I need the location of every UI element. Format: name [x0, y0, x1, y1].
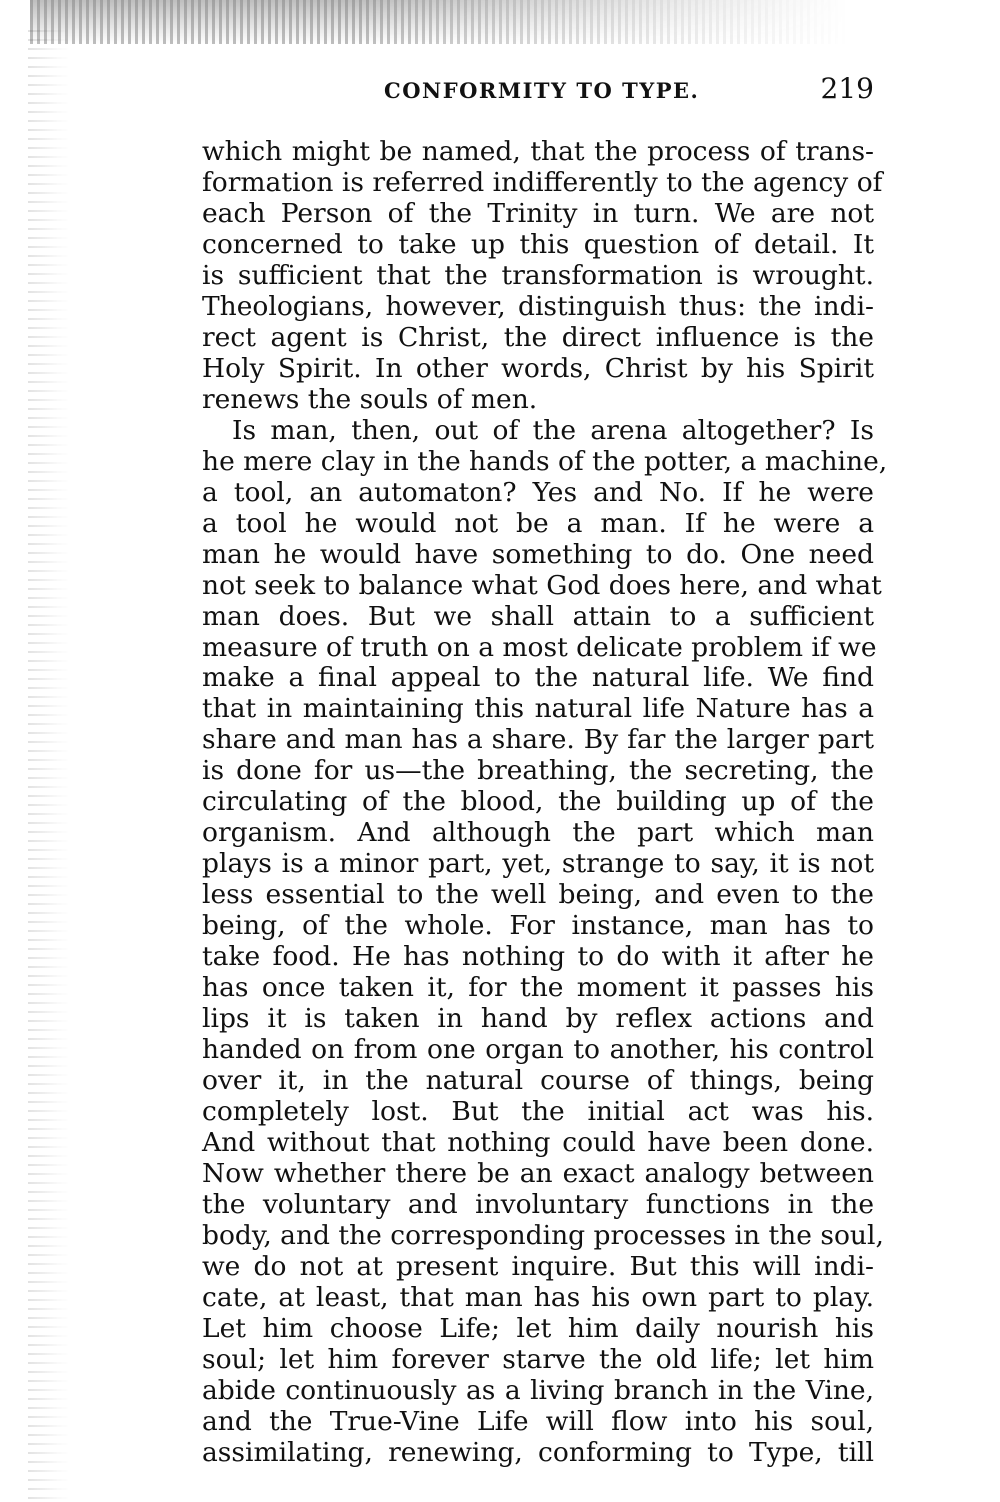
text-line: plays is a minor part, yet, strange to say, it is not [202, 848, 874, 880]
text-line: less essential to the well being, and even to the [202, 879, 874, 911]
text-line: is done for us—the breathing, the secreting, the [202, 755, 874, 787]
page-number: 219 [820, 72, 874, 105]
paragraph-end-line: renews the souls of men. [202, 383, 538, 415]
text-line: each Person of the Trinity in turn. We are not [202, 197, 874, 229]
text-line: man does. But we shall attain to a sufficient [202, 600, 874, 632]
text-line: cate, at least, that man has his own part to play. [202, 1281, 874, 1313]
text-line: and the True-Vine Life will flow into his soul, [202, 1405, 874, 1437]
text-line: which might be named, that the process of trans- [202, 136, 874, 167]
text-line: soul; let him forever starve the old life; let him [202, 1343, 874, 1375]
text-line: formation is referred indifferently to the agency of [202, 166, 883, 198]
text-line: rect agent is Christ, the direct influence is the [202, 321, 874, 353]
text-line: has once taken it, for the moment it passes his [202, 972, 874, 1004]
text-line: share and man has a share. By far the larger part [202, 724, 874, 756]
running-title: CONFORMITY TO TYPE. [384, 78, 700, 103]
text-line: Holy Spirit. In other words, Christ by his Spirit [202, 352, 874, 384]
text-line: make a final appeal to the natural life. We find [202, 662, 874, 694]
text-line: man he would have something to do. One need [202, 538, 874, 570]
text-line: being, of the whole. For instance, man has to [202, 910, 874, 942]
text-line: circulating of the blood, the building up of the [202, 786, 874, 818]
text-line: body, and the corresponding processes in the soul, [202, 1219, 884, 1251]
text-line: take food. He has nothing to do with it after he [202, 941, 874, 973]
text-line: concerned to take up this question of detail. It [202, 228, 874, 260]
text-line: completely lost. But the initial act was his. [202, 1096, 874, 1128]
text-line: And without that nothing could have been done. [202, 1127, 874, 1158]
text-line: organism. And although the part which man [202, 817, 874, 849]
text-line: Let him choose Life; let him daily nourish his [202, 1312, 874, 1344]
text-line: assimilating, renewing, conforming to Type, till [202, 1436, 874, 1468]
text-line: is sufficient that the transformation is wrought. [202, 259, 874, 291]
text-line: a tool, an automaton? Yes and No. If he were [202, 476, 874, 508]
text-line: that in maintaining this natural life Nature has a [202, 693, 874, 725]
scan-edge-shadow-top [30, 0, 850, 44]
body-text [202, 136, 888, 1469]
text-line: over it, in the natural course of things, being [202, 1065, 874, 1097]
text-line: abide continuously as a living branch in the Vine, [202, 1374, 874, 1406]
paragraph-first-line: Is man, then, out of the arena altogether? Is [232, 414, 874, 446]
scan-edge-shadow-left [28, 30, 70, 1502]
running-head [200, 70, 876, 110]
text-line: lips it is taken in hand by reflex actions and [202, 1003, 874, 1035]
text-line: the voluntary and involuntary functions in the [202, 1188, 874, 1220]
text-line: Theologians, however, distinguish thus: the indi- [202, 290, 874, 322]
text-line: we do not at present inquire. But this will indi- [202, 1250, 874, 1282]
text-line: measure of truth on a most delicate problem if we [202, 631, 877, 663]
text-line: a tool he would not be a man. If he were a [202, 507, 874, 539]
text-line: he mere clay in the hands of the potter, a machine, [202, 445, 888, 477]
text-line: not seek to balance what God does here, and what [202, 569, 882, 601]
text-line: Now whether there be an exact analogy between [202, 1157, 874, 1189]
text-line: handed on from one organ to another, his control [202, 1034, 874, 1066]
